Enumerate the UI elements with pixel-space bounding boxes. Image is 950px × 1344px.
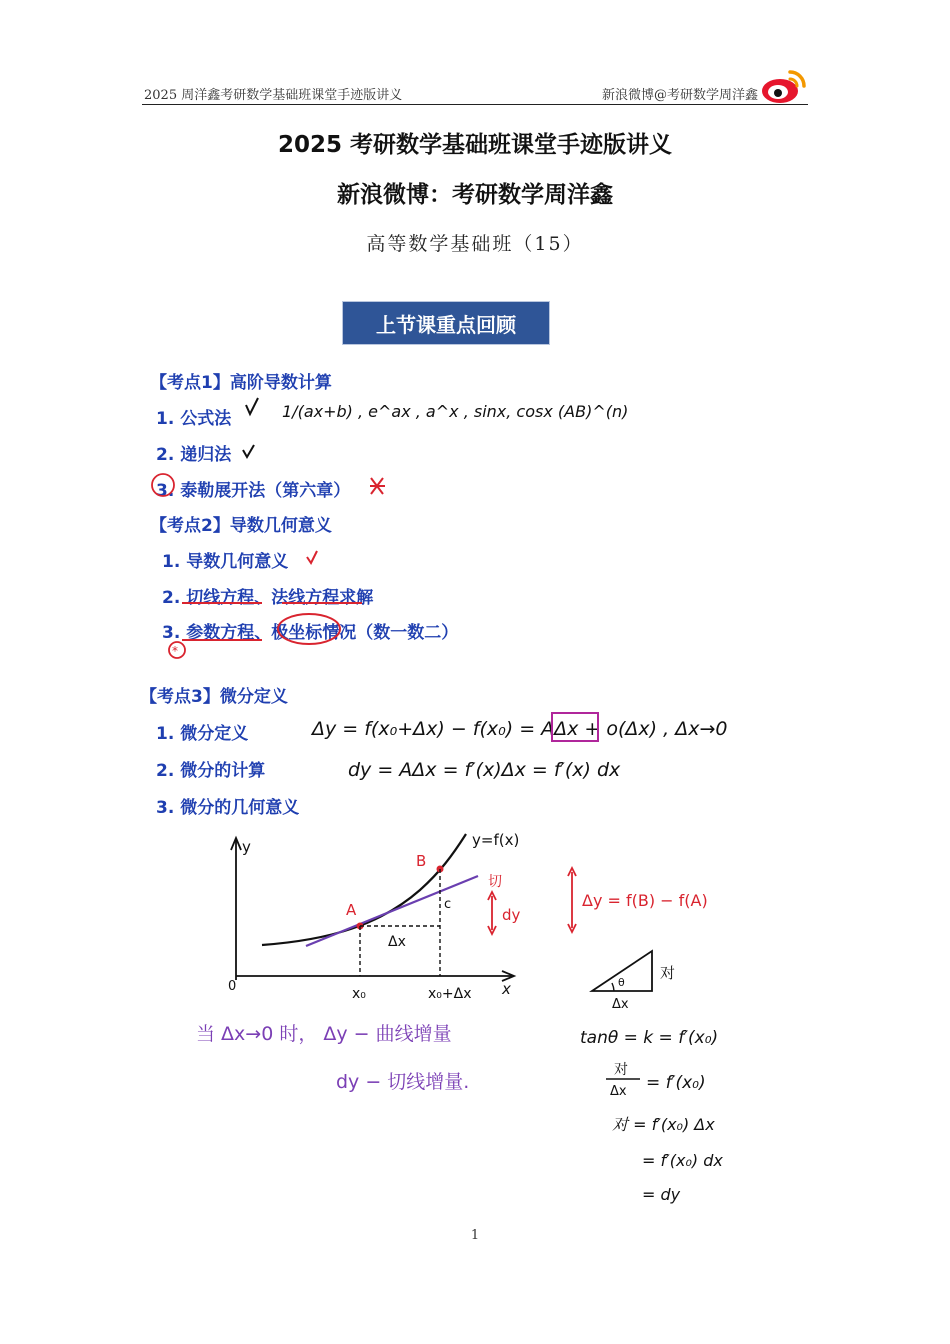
kaodian1-item-1: 1. 公式法	[156, 409, 232, 429]
page-number: 1	[470, 1228, 480, 1243]
review-banner: 上节课重点回顾	[343, 302, 549, 344]
frac-denominator: Δx	[610, 1084, 627, 1099]
red-star-mark: *	[172, 644, 178, 658]
check-mark-1	[246, 398, 258, 414]
kaodian1-formulas: 1/(ax+b) , e^ax , a^x , sinx, cosx (AB)^(n)	[282, 402, 629, 421]
step-2: = f′(x₀) dx	[642, 1151, 723, 1170]
origin-label: 0	[228, 979, 237, 994]
curve-label: y=f(x)	[472, 831, 520, 849]
differential-eq2: dy = AΔx = f′(x)Δx = f′(x) dx	[348, 759, 621, 781]
x0-label: x₀	[352, 986, 366, 1002]
curve	[262, 834, 466, 945]
circle-polar	[278, 614, 340, 644]
y-axis-label: y	[242, 838, 251, 856]
red-check-1	[307, 551, 317, 563]
step-3: = dy	[642, 1185, 681, 1204]
kaodian3-item-1: 1. 微分定义	[156, 724, 249, 744]
kaodian2-item-2: 2. 切线方程、法线方程求解	[162, 588, 374, 608]
kaodian2-item-1: 1. 导数几何意义	[162, 552, 289, 572]
frac-numerator: 对	[614, 1062, 628, 1078]
triangle-opposite: 对	[660, 964, 676, 982]
tan-line: tanθ = k = f′(x₀)	[580, 1028, 719, 1048]
step-1: 对 = f′(x₀) Δx	[612, 1115, 715, 1134]
red-circle-3	[152, 474, 174, 496]
purple-note-1: 当 Δx→0 时， Δy − 曲线增量	[196, 1023, 452, 1045]
check-mark-2	[243, 445, 254, 457]
page-title: 2025 考研数学基础班课堂手迹版讲义	[277, 132, 673, 158]
kaodian1-item-3: 3. 泰勒展开法（第六章）	[156, 481, 351, 501]
point-a-label: A	[346, 901, 357, 919]
red-star-icon	[370, 478, 385, 494]
frac-rhs: = f′(x₀)	[646, 1073, 706, 1093]
point-c-label: c	[444, 897, 452, 912]
triangle-theta: θ	[618, 976, 625, 989]
kaodian3-item-3: 3. 微分的几何意义	[156, 798, 300, 818]
purple-note-2: dy − 切线增量.	[336, 1071, 470, 1093]
header-left-text: 2025 周洋鑫考研数学基础班课堂手迹版讲义	[144, 88, 403, 103]
course-subtitle: 高等数学基础班（15）	[366, 233, 584, 255]
tangent-label: 切	[488, 874, 502, 890]
delta-x-label: Δx	[388, 934, 406, 950]
differential-eq1: Δy = f(x₀+Δx) − f(x₀) = AΔx + o(Δx) , Δx→0	[312, 718, 728, 740]
graph	[228, 831, 708, 1002]
kaodian2-heading: 【考点2】导数几何意义	[150, 516, 332, 536]
kaodian1-heading: 【考点1】高阶导数计算	[150, 373, 332, 393]
dy-label: dy	[502, 906, 521, 924]
x0-dx-label: x₀+Δx	[428, 986, 472, 1002]
kaodian3-heading: 【考点3】微分定义	[140, 687, 288, 707]
triangle-adjacent: Δx	[612, 997, 629, 1012]
kaodian3-item-2: 2. 微分的计算	[156, 761, 266, 781]
kaodian2-item-3: 3. 参数方程、极坐标情况（数一数二）	[162, 623, 459, 643]
delta-y-formula: Δy = f(B) − f(A)	[582, 891, 708, 910]
triangle-diagram	[592, 951, 675, 1012]
kaodian1-item-2: 2. 递归法	[156, 445, 232, 465]
x-axis-label: x	[502, 980, 511, 998]
header-right-text: 新浪微博@考研数学周洋鑫	[601, 88, 758, 103]
point-b-label: B	[416, 852, 427, 870]
weibo-title: 新浪微博：考研数学周洋鑫	[337, 182, 613, 208]
